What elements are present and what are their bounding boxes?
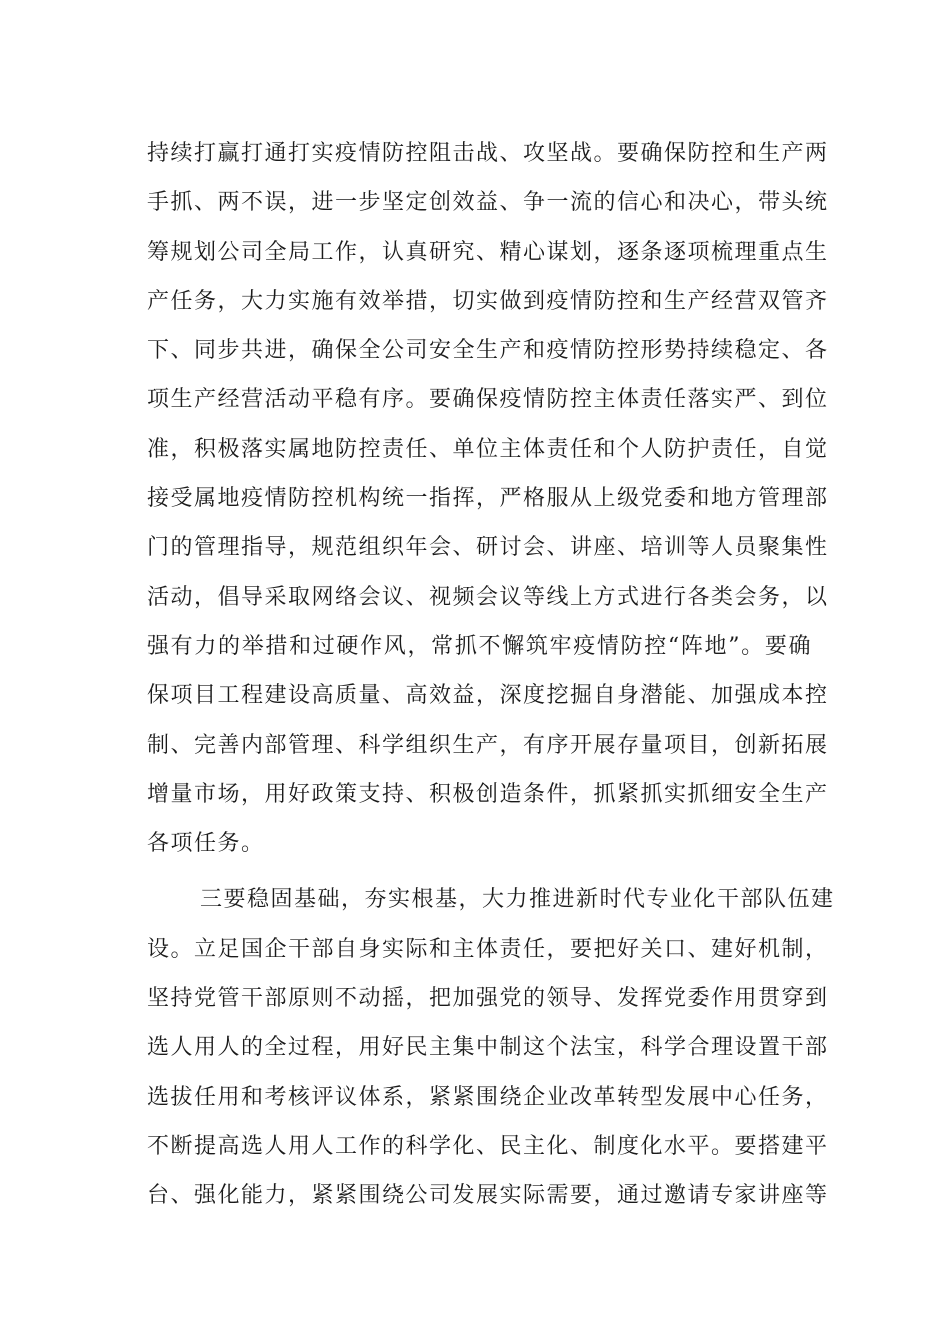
text-line: 接受属地疫情防控机构统一指挥，严格服从上级党委和地方管理部 (147, 486, 829, 512)
text-line: 持续打赢打通打实疫情防控阻击战、攻坚战。要确保防控和生产两 (147, 141, 829, 166)
paragraph-1 (147, 129, 829, 868)
body-text (147, 129, 835, 1221)
text-line: 制、完善内部管理、科学组织生产，有序开展存量项目，创新拓展 (147, 732, 829, 758)
text-line: 选人用人的全过程，用好民主集中制这个法宝，科学合理设置干部 (147, 1035, 829, 1061)
text-line: 不断提高选人用人工作的科学化、民主化、制度化水平。要搭建平 (147, 1133, 829, 1159)
text-line: 选拔任用和考核评议体系，紧紧围绕企业改革转型发展中心任务， (147, 1084, 829, 1110)
text-line: 台、强化能力，紧紧围绕公司发展实际需要，通过邀请专家讲座等 (147, 1183, 829, 1209)
text-line: 下、同步共进，确保全公司安全生产和疫情防控形势持续稳定、各 (147, 338, 829, 364)
text-line: 项生产经营活动平稳有序。要确保疫情防控主体责任落实严、到位 (147, 387, 829, 413)
paragraph-2 (147, 875, 835, 1220)
text-line: 坚持党管干部原则不动摇，把加强党的领导、发挥党委作用贯穿到 (147, 986, 829, 1012)
text-line: 门的管理指导，规范组织年会、研讨会、讲座、培训等人员聚集性 (147, 535, 829, 561)
text-line: 准，积极落实属地防控责任、单位主体责任和个人防护责任，自觉 (147, 436, 829, 462)
paragraph-spacer (147, 868, 812, 875)
text-line: 筹规划公司全局工作，认真研究、精心谋划，逐条逐项梳理重点生 (147, 239, 829, 265)
text-line: 保项目工程建设高质量、高效益，深度挖掘自身潜能、加强成本控 (147, 683, 829, 709)
text-line: 活动，倡导采取网络会议、视频会议等线上方式进行各类会务，以 (147, 584, 829, 610)
text-line: 增量市场，用好政策支持、积极创造条件，抓紧抓实抓细安全生产 (147, 781, 829, 807)
text-line: 三要稳固基础，夯实根基，大力推进新时代专业化干部队伍建 (200, 887, 835, 913)
text-line: 强有力的举措和过硬作风，常抓不懈筑牢疫情防控“阵地”。要确 (147, 633, 812, 659)
text-line: 手抓、两不误，进一步坚定创效益、争一流的信心和决心，带头统 (147, 190, 829, 216)
text-line: 产任务，大力实施有效举措，切实做到疫情防控和生产经营双管齐 (147, 288, 829, 314)
text-line: 设。立足国企干部自身实际和主体责任，要把好关口、建好机制， (147, 936, 829, 962)
text-line: 各项任务。 (147, 831, 265, 857)
